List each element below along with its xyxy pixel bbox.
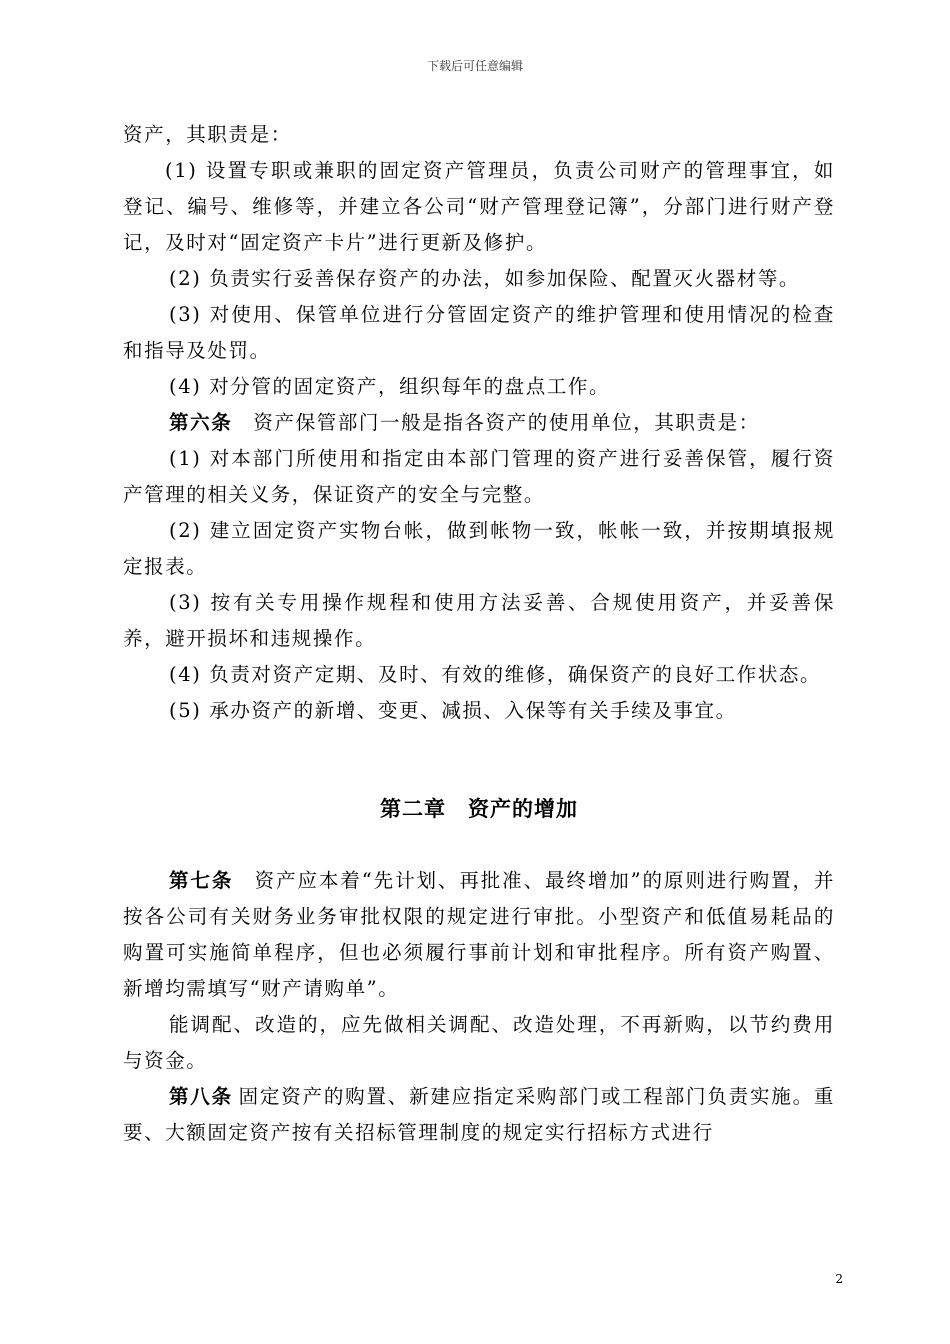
list-item: (5) 承办资产的新增、变更、减损、入保等有关手续及事宜。 [169, 699, 737, 722]
article-label: 第六条 [169, 411, 233, 434]
article-text: 资产保管部门一般是指各资产的使用单位，其职责是： [232, 411, 760, 434]
page-header: 下载后可任意编辑 [426, 59, 523, 73]
article-8 [123, 1079, 835, 1151]
chapter-title: 第二章 资产的增加 [380, 796, 578, 821]
list-item: (3) 按有关专用操作规程和使用方法妥善、合规使用资产，并妥善保养，避开损坏和违规操作。 [123, 591, 835, 650]
article-text: 资产应本着“先计划、再批准、最终增加”的原则进行购置，并按各公司有关财务业务审批权限的规定进行审批。小型资产和低值易耗品的购置可实施简单程序，但也必须履行事前计划和审批程序。所有资产购置、新增均需填写“财产请购单”。 [123, 869, 835, 1000]
paragraph: 资产，其职责是： [123, 123, 292, 146]
page-number: 2 [835, 1272, 843, 1286]
article-text: 固定资产的购置、新建应指定采购部门或工程部门负责实施。重要、大额固定资产按有关招标管理制度的规定实行招标方式进行 [123, 1085, 835, 1144]
article-label: 第七条 [169, 869, 234, 892]
list-item: (3) 对使用、保管单位进行分管固定资产的维护管理和使用情况的检查和指导及处罚。 [123, 303, 835, 362]
list-item: (2) 负责实行妥善保存资产的办法，如参加保险、配置灭火器材等。 [169, 267, 801, 290]
document-body [123, 117, 835, 1151]
list-item: (1) 设置专职或兼职的固定资产管理员，负责公司财产的管理事宜，如登记、编号、维修等，并建立各公司“财产管理登记簿”，分部门进行财产登记，及时对“固定资产卡片”进行更新及修护。 [123, 159, 835, 254]
list-item: (4) 负责对资产定期、及时、有效的维修，确保资产的良好工作状态。 [169, 663, 822, 686]
list-item: (1) 对本部门所使用和指定由本部门管理的资产进行妥善保管，履行资产管理的相关义务，保证资产的安全与完整。 [123, 447, 835, 506]
list-item: (2) 建立固定资产实物台帐，做到帐物一致，帐帐一致，并按期填报规定报表。 [123, 519, 835, 578]
paragraph: 能调配、改造的，应先做相关调配、改造处理，不再新购，以节约费用与资金。 [123, 1013, 835, 1072]
article-6 [123, 405, 835, 441]
article-7 [123, 863, 835, 1007]
article-label: 第八条 [169, 1085, 233, 1108]
list-item: (4) 对分管的固定资产，组织每年的盘点工作。 [169, 375, 611, 398]
